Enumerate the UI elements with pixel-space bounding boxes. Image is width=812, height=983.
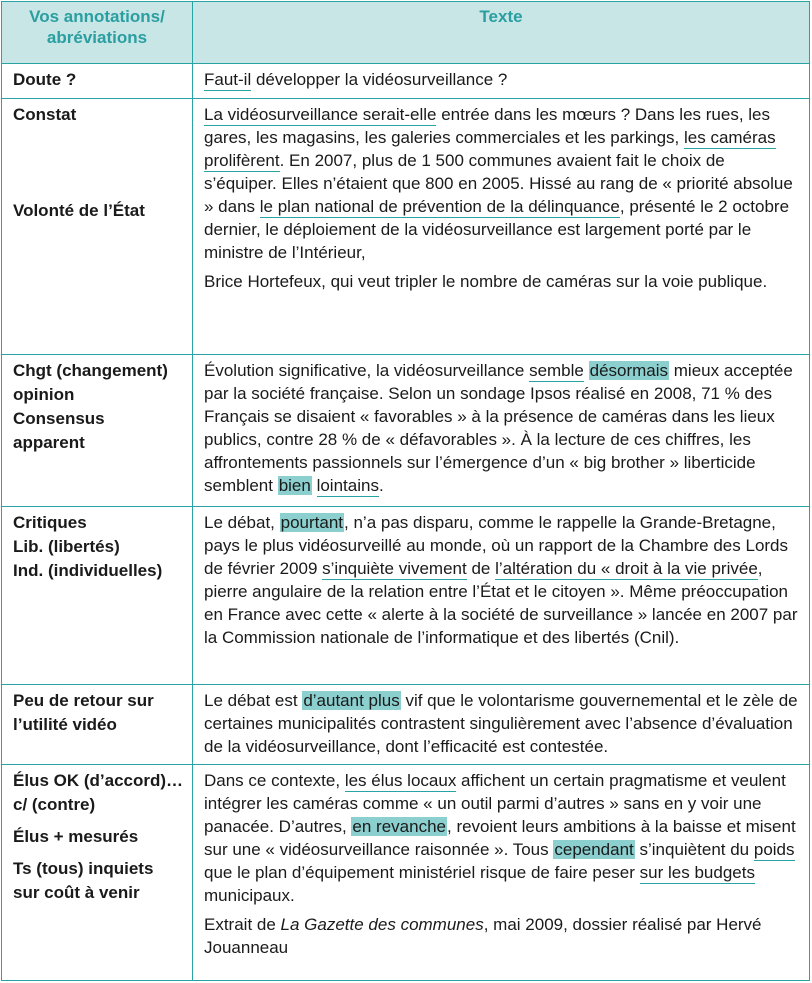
note: Élus + mesurés xyxy=(13,827,139,846)
text-run: s’inquiètent du xyxy=(634,840,754,859)
text-run: , revoient leurs ambitions à la baisse et misent sur une « vidéosurveillance raisonnée ». Tous xyxy=(204,817,796,859)
note: Peu de retour sur xyxy=(13,691,154,710)
highlighted-word: pourtant xyxy=(280,513,344,532)
text-run: , pierre angulaire de la relation entre l’État et le citoyen ». Même préoccupation en France avec cette « alerte à la société de surveillance » lancée en 2007 par la Commission nationale de l’informatique et des libertés (Cnil). xyxy=(204,559,798,647)
note: Lib. (libertés) xyxy=(13,537,120,556)
underlined-phrase: lointains xyxy=(316,476,379,495)
text-run: Le débat est xyxy=(204,691,303,710)
notes-cell xyxy=(2,64,193,99)
paragraph xyxy=(204,769,801,907)
text-run: , n’a pas disparu, comme le rappelle la Grande-Bretagne, pays le plus vidéosurveillé au monde, où un rapport de la Chambre des Lords de février 2009 xyxy=(204,513,789,578)
underlined-phrase: sur les budgets xyxy=(639,863,755,882)
text-run: Le débat, xyxy=(204,513,280,532)
highlighted-word: en revanche xyxy=(352,817,446,836)
table-row xyxy=(2,99,810,355)
note: c/ (contre) xyxy=(13,795,96,814)
note: apparent xyxy=(13,433,85,452)
table-row xyxy=(2,64,810,99)
annotation-table xyxy=(1,1,810,981)
text-run: affichent un certain pragmatisme et veulent intégrer les caméras comme « un outil parmi d’autres » sans en y voir une panacée. D’autres, xyxy=(204,771,786,836)
note: Chgt (changement) xyxy=(13,361,168,380)
underlined-phrase: les caméras prolifèrent xyxy=(204,128,776,170)
text-cell xyxy=(193,64,810,99)
text-run: que le plan d’équipement ministériel risque de faire peser xyxy=(204,863,640,882)
notes-cell xyxy=(2,99,193,355)
paragraph xyxy=(204,103,801,264)
text-cell xyxy=(193,507,810,685)
paragraph xyxy=(204,68,801,91)
notes-cell xyxy=(2,355,193,507)
note: Ind. (individuelles) xyxy=(13,561,163,580)
note: Consensus xyxy=(13,409,105,428)
underlined-phrase: le plan national de prévention de la délinquance xyxy=(259,197,620,216)
note: l’utilité vidéo xyxy=(13,715,117,734)
highlighted-word: d’autant plus xyxy=(303,691,400,710)
text-run: . En 2007, plus de 1 500 communes avaient fait le choix de s’équiper. Elles n’étaient que 800 en 2005. Hissé au rang de « priorité absolue » dans xyxy=(204,151,793,216)
header-text: Texte xyxy=(193,2,810,64)
text-cell xyxy=(193,685,810,765)
underlined-phrase: Faut-il xyxy=(204,70,252,89)
table-row xyxy=(2,765,810,981)
note: Volonté de l’État xyxy=(13,201,145,220)
text-run: , présenté le 2 octobre dernier, le déploiement de la vidéosurveillance est largement porté par le ministre de l’Intérieur, xyxy=(204,197,790,262)
text-run: entrée dans les mœurs ? Dans les rues, les gares, les magasins, les galeries commerciales et les parkings, xyxy=(204,105,770,147)
highlighted-word: désormais xyxy=(589,361,669,380)
underlined-phrase: les élus locaux xyxy=(344,771,457,790)
header-annotations: Vos annotations/ abréviations xyxy=(2,2,193,64)
source-citation: Extrait de La Gazette des communes, mai 2009, dossier réalisé par Hervé Jouanneau xyxy=(204,915,762,957)
table-row xyxy=(2,685,810,765)
text-cell xyxy=(193,355,810,507)
notes-cell xyxy=(2,507,193,685)
text-cell xyxy=(193,99,810,355)
notes-cell xyxy=(2,765,193,981)
header-row xyxy=(2,2,810,64)
text-run: municipaux. xyxy=(204,886,295,905)
text-run: développer la vidéosurveillance ? xyxy=(251,70,508,89)
note: Critiques xyxy=(13,513,87,532)
notes-cell xyxy=(2,685,193,765)
underlined-phrase: l’altération du « droit à la vie privée xyxy=(495,559,758,578)
highlighted-word: cependant xyxy=(554,840,634,859)
note: Élus OK (d’accord)… xyxy=(13,771,184,790)
underlined-phrase: s’inquiète vivement xyxy=(322,559,467,578)
note: sur coût à venir xyxy=(13,883,140,902)
paragraph: Évolution significative, la vidéosurveillance semble désormais mieux acceptée par la société française. Selon un sondage Ipsos réalisé en 2008, 71 % des Français se disaient « favorables » à la présence de caméras dans les lieux publics, contre 28 % de « défavorables ». À la lecture de ces chiffres, les affrontements passionnels sur l’émergence d’un « big brother » liberticide semblent bien lointains. xyxy=(204,361,793,495)
text-run: mieux acceptée par la société française. Selon un sondage Ipsos réalisé en 2008, 71 % des Français se disaient « favorables » à la présence de caméras dans les lieux publics, contre 28 % de « défavorables ». À la lecture de ces chiffres, les affrontements passionnels sur l’émergence d’un « big brother » liberticide semblent xyxy=(204,361,793,495)
text-run: Dans ce contexte, xyxy=(204,771,345,790)
paragraph xyxy=(204,689,801,758)
text-run: vif que le volontarisme gouvernemental et le zèle de certaines municipalités contrastent singulièrement avec l’absence d’évaluation de la vidéosurveillance, dont l’efficacité est contestée. xyxy=(204,691,798,756)
underlined-phrase: La vidéosurveillance serait-elle xyxy=(204,105,437,124)
note: opinion xyxy=(13,385,75,404)
note: Ts (tous) inquiets xyxy=(13,859,154,878)
note: Constat xyxy=(13,105,77,124)
paragraph: Brice Hortefeux, qui veut tripler le nombre de caméras sur la voie publique. xyxy=(204,272,768,291)
underlined-phrase: poids xyxy=(753,840,795,859)
paragraph: Le débat, pourtant, n’a pas disparu, comme le rappelle la Grande-Bretagne, pays le plus vidéosurveillé au monde, où un rapport de la Chambre des Lords de février 2009 s’inquiète vivement de l’altération du « droit à la vie privée, pierre angulaire de la relation entre l’État et le citoyen ». Même préoccupation en France avec cette « alerte à la société de surveillance » lancée en 2007 par la Commission nationale de l’informatique et des libertés (Cnil). xyxy=(204,513,798,647)
text-run: Évolution significative, la vidéosurveillance xyxy=(204,361,530,380)
table-row xyxy=(2,355,810,507)
note: Doute ? xyxy=(13,70,77,89)
source-title: La Gazette des communes xyxy=(280,915,484,934)
highlighted-word: bien xyxy=(278,476,311,495)
table-row xyxy=(2,507,810,685)
text-cell xyxy=(193,765,810,981)
underlined-phrase: semble xyxy=(529,361,584,380)
